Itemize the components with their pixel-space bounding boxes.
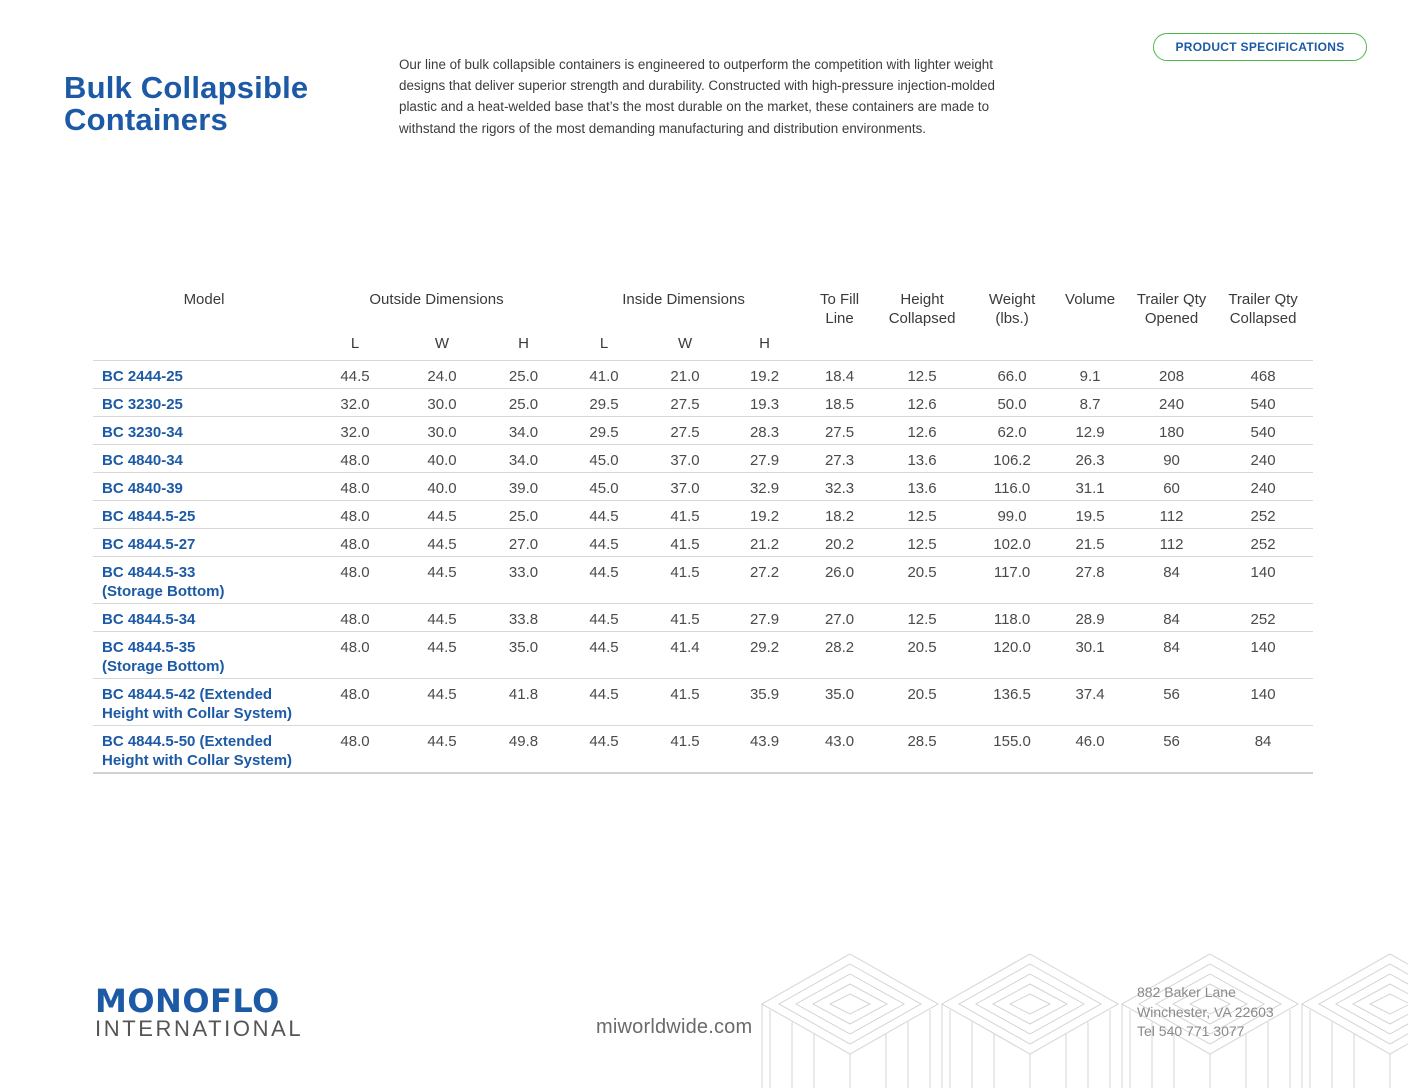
cell-volume: 8.7: [1050, 389, 1130, 417]
col-header-line: Height: [900, 291, 944, 308]
cell-trailer-qty-opened: 84: [1130, 557, 1213, 604]
pattern-diamond: [762, 954, 938, 1054]
cell-trailer-qty-collapsed: 540: [1213, 417, 1313, 445]
cell-weight: 106.2: [974, 445, 1050, 473]
cell-weight: 66.0: [974, 361, 1050, 389]
cell-to-fill-line: 20.2: [809, 529, 870, 557]
cell-inside-w: 41.5: [650, 679, 720, 726]
pattern-diamond: [942, 954, 1118, 1054]
cell-outside-l: 48.0: [315, 557, 395, 604]
cell-outside-h: 49.8: [489, 726, 558, 774]
subheader-blank: [974, 334, 1050, 361]
cell-weight: 155.0: [974, 726, 1050, 774]
cell-outside-h: 33.0: [489, 557, 558, 604]
cell-weight: 117.0: [974, 557, 1050, 604]
subheader-blank: [870, 334, 974, 361]
cell-outside-l: 48.0: [315, 726, 395, 774]
cell-inside-h: 27.9: [720, 604, 809, 632]
cell-volume: 19.5: [1050, 501, 1130, 529]
cell-outside-w: 44.5: [395, 501, 489, 529]
cell-outside-l: 48.0: [315, 473, 395, 501]
model-cell: [93, 473, 315, 501]
cell-outside-h: 33.8: [489, 604, 558, 632]
subheader-outside-l: L: [315, 334, 395, 361]
cell-inside-w: 27.5: [650, 417, 720, 445]
cell-to-fill-line: 28.2: [809, 632, 870, 679]
table-row: [93, 389, 1313, 417]
cell-outside-w: 30.0: [395, 389, 489, 417]
col-header-line: Line: [825, 310, 854, 327]
pattern-diamond: [959, 964, 1101, 1044]
cell-outside-w: 40.0: [395, 445, 489, 473]
model-cell: [93, 361, 315, 389]
cell-inside-h: 21.2: [720, 529, 809, 557]
cell-height-collapsed: 12.5: [870, 361, 974, 389]
col-header-line: To Fill: [819, 291, 860, 308]
cell-height-collapsed: 28.5: [870, 726, 974, 774]
cell-outside-w: 44.5: [395, 632, 489, 679]
cell-outside-l: 48.0: [315, 679, 395, 726]
cell-height-collapsed: 12.5: [870, 501, 974, 529]
subheader-blank: [1050, 334, 1130, 361]
col-header-model: Model: [183, 291, 225, 308]
pattern-diamond: [779, 964, 921, 1044]
cell-outside-l: 48.0: [315, 604, 395, 632]
cell-outside-l: 48.0: [315, 501, 395, 529]
cell-outside-h: 25.0: [489, 501, 558, 529]
cell-weight: 118.0: [974, 604, 1050, 632]
intro-paragraph: Our line of bulk collapsible containers is engineered to outperform the competition with lighter weight designs that deliver superior strength and durability. Constructed with high-pressure injection-molded plastic and a heat-welded base that’s the most durable on the market, these containers are made to withstand the rigors of the most demanding manufacturing and distribution environments.: [399, 57, 995, 136]
model-name-line: BC 4844.5-33: [102, 564, 196, 581]
cell-inside-h: 19.2: [720, 361, 809, 389]
subheader-inside-w: W: [650, 334, 720, 361]
cell-weight: 62.0: [974, 417, 1050, 445]
subheader-blank: [809, 334, 870, 361]
cell-trailer-qty-collapsed: 140: [1213, 679, 1313, 726]
cell-trailer-qty-opened: 60: [1130, 473, 1213, 501]
model-name-line: BC 4844.5-25: [102, 508, 196, 525]
col-header-line: Opened: [1144, 310, 1199, 327]
cell-weight: 102.0: [974, 529, 1050, 557]
cell-weight: 99.0: [974, 501, 1050, 529]
model-cell: [93, 389, 315, 417]
cell-height-collapsed: 12.5: [870, 604, 974, 632]
cell-weight: 120.0: [974, 632, 1050, 679]
cell-volume: 37.4: [1050, 679, 1130, 726]
cell-trailer-qty-opened: 56: [1130, 726, 1213, 774]
cell-volume: 9.1: [1050, 361, 1130, 389]
cell-height-collapsed: 12.5: [870, 529, 974, 557]
cell-trailer-qty-collapsed: 240: [1213, 445, 1313, 473]
model-name-line: BC 4844.5-34: [102, 611, 196, 628]
cell-inside-w: 21.0: [650, 361, 720, 389]
address-city: Winchester, VA 22603: [1137, 1003, 1274, 1020]
col-header-height-collapsed: [870, 288, 974, 334]
cell-outside-w: 30.0: [395, 417, 489, 445]
col-header-to-fill-line: [809, 288, 870, 334]
cell-inside-h: 35.9: [720, 679, 809, 726]
cell-height-collapsed: 12.6: [870, 417, 974, 445]
cell-inside-w: 41.4: [650, 632, 720, 679]
table-row: [93, 726, 1313, 774]
pattern-diamond: [1010, 994, 1050, 1014]
logo-wordmark: MONOFLO: [95, 982, 280, 1020]
cell-volume: 30.1: [1050, 632, 1130, 679]
cell-outside-h: 34.0: [489, 445, 558, 473]
subheader-blank: [93, 334, 315, 361]
cell-height-collapsed: 20.5: [870, 632, 974, 679]
cell-inside-h: 19.2: [720, 501, 809, 529]
cell-inside-w: 41.5: [650, 726, 720, 774]
subheader-blank: [1213, 334, 1313, 361]
pattern-diamond: [830, 994, 870, 1014]
cell-inside-l: 44.5: [558, 632, 650, 679]
cell-trailer-qty-opened: 84: [1130, 632, 1213, 679]
col-header-line: Collapsed: [1229, 310, 1297, 327]
col-header-inside-dimensions: Inside Dimensions: [622, 291, 745, 308]
cell-inside-h: 27.9: [720, 445, 809, 473]
col-header-outside-dimensions: Outside Dimensions: [369, 291, 504, 308]
cell-inside-h: 27.2: [720, 557, 809, 604]
cell-trailer-qty-collapsed: 252: [1213, 604, 1313, 632]
cell-inside-h: 28.3: [720, 417, 809, 445]
spec-table-body: [93, 361, 1313, 774]
table-row: [93, 557, 1313, 604]
cell-outside-l: 32.0: [315, 389, 395, 417]
pattern-diamond: [993, 984, 1067, 1024]
dimension-subheader-row: [93, 334, 1313, 361]
model-name-line: BC 2444-25: [102, 368, 183, 385]
model-cell: [93, 632, 315, 679]
monoflo-logo: [95, 982, 335, 1041]
cell-trailer-qty-collapsed: 140: [1213, 632, 1313, 679]
pattern-diamond: [1370, 994, 1408, 1014]
cell-trailer-qty-opened: 90: [1130, 445, 1213, 473]
cell-inside-l: 44.5: [558, 529, 650, 557]
address-street: 882 Baker Lane: [1137, 984, 1236, 1000]
subheader-inside-l: L: [558, 334, 650, 361]
cell-outside-w: 44.5: [395, 679, 489, 726]
cell-outside-l: 32.0: [315, 417, 395, 445]
cell-trailer-qty-collapsed: 240: [1213, 473, 1313, 501]
cell-outside-h: 41.8: [489, 679, 558, 726]
page-title-line-1: Bulk Collapsible: [64, 70, 309, 105]
product-specifications-badge: PRODUCT SPECIFICATIONS: [1153, 33, 1367, 61]
col-header-line: (lbs.): [995, 310, 1029, 327]
model-name-line: Height with Collar System): [102, 752, 293, 769]
cell-trailer-qty-collapsed: 140: [1213, 557, 1313, 604]
col-header-weight: [974, 288, 1050, 334]
col-header-line: Trailer Qty: [1136, 291, 1207, 308]
model-name-line: BC 4844.5-27: [102, 536, 196, 553]
cell-inside-w: 37.0: [650, 473, 720, 501]
cube-pattern-decoration: [760, 950, 1408, 1088]
cell-trailer-qty-collapsed: 540: [1213, 389, 1313, 417]
cell-trailer-qty-collapsed: 252: [1213, 501, 1313, 529]
cell-trailer-qty-opened: 112: [1130, 501, 1213, 529]
cell-volume: 46.0: [1050, 726, 1130, 774]
cell-trailer-qty-collapsed: 252: [1213, 529, 1313, 557]
model-cell: [93, 557, 315, 604]
cell-to-fill-line: 43.0: [809, 726, 870, 774]
subheader-outside-h: H: [489, 334, 558, 361]
cell-height-collapsed: 20.5: [870, 679, 974, 726]
cell-inside-w: 41.5: [650, 501, 720, 529]
cell-trailer-qty-opened: 180: [1130, 417, 1213, 445]
model-name-line: BC 4844.5-42 (Extended: [102, 686, 273, 703]
col-header-line: Trailer Qty: [1228, 291, 1298, 308]
subheader-inside-h: H: [720, 334, 809, 361]
table-row: [93, 632, 1313, 679]
cell-outside-w: 40.0: [395, 473, 489, 501]
cell-outside-l: 48.0: [315, 632, 395, 679]
model-cell: [93, 679, 315, 726]
cell-inside-w: 41.5: [650, 557, 720, 604]
model-cell: [93, 529, 315, 557]
header-row: [93, 288, 1313, 334]
cell-trailer-qty-collapsed: 84: [1213, 726, 1313, 774]
table-row: [93, 473, 1313, 501]
cell-trailer-qty-opened: 208: [1130, 361, 1213, 389]
cell-inside-h: 19.3: [720, 389, 809, 417]
cell-inside-h: 29.2: [720, 632, 809, 679]
cell-height-collapsed: 13.6: [870, 445, 974, 473]
cell-inside-w: 41.5: [650, 604, 720, 632]
model-name-line: Height with Collar System): [102, 705, 293, 722]
col-header-trailer-qty-opened: [1130, 288, 1213, 334]
cell-inside-l: 45.0: [558, 473, 650, 501]
model-cell: [93, 417, 315, 445]
cell-to-fill-line: 32.3: [809, 473, 870, 501]
cell-to-fill-line: 18.5: [809, 389, 870, 417]
model-name-line: (Storage Bottom): [102, 658, 225, 675]
cell-outside-l: 44.5: [315, 361, 395, 389]
model-name-line: BC 3230-34: [102, 424, 183, 441]
cell-inside-l: 29.5: [558, 389, 650, 417]
cell-inside-l: 29.5: [558, 417, 650, 445]
model-name-line: BC 4840-39: [102, 480, 183, 497]
cell-inside-l: 41.0: [558, 361, 650, 389]
website-link[interactable]: miworldwide.com: [596, 1016, 753, 1038]
col-header-trailer-qty-collapsed: [1213, 288, 1313, 334]
cell-to-fill-line: 27.5: [809, 417, 870, 445]
cell-trailer-qty-opened: 240: [1130, 389, 1213, 417]
cell-outside-h: 34.0: [489, 417, 558, 445]
pattern-diamond: [1302, 954, 1408, 1054]
col-header-line: Collapsed: [888, 310, 956, 327]
cell-inside-l: 44.5: [558, 557, 650, 604]
cell-outside-w: 44.5: [395, 604, 489, 632]
table-row: [93, 445, 1313, 473]
cell-height-collapsed: 13.6: [870, 473, 974, 501]
cell-volume: 28.9: [1050, 604, 1130, 632]
cell-to-fill-line: 18.4: [809, 361, 870, 389]
table-row: [93, 679, 1313, 726]
cell-outside-h: 25.0: [489, 361, 558, 389]
cell-outside-w: 44.5: [395, 529, 489, 557]
logo-subtitle: INTERNATIONAL: [95, 1016, 304, 1041]
cell-inside-w: 41.5: [650, 529, 720, 557]
model-name-line: BC 4844.5-35: [102, 639, 196, 656]
cell-volume: 26.3: [1050, 445, 1130, 473]
cell-outside-w: 24.0: [395, 361, 489, 389]
cell-to-fill-line: 35.0: [809, 679, 870, 726]
cell-inside-w: 27.5: [650, 389, 720, 417]
table-row: [93, 501, 1313, 529]
table-row: [93, 529, 1313, 557]
subheader-blank: [1130, 334, 1213, 361]
cell-height-collapsed: 20.5: [870, 557, 974, 604]
cell-weight: 136.5: [974, 679, 1050, 726]
cell-inside-l: 44.5: [558, 726, 650, 774]
pattern-diamond: [813, 984, 887, 1024]
cell-outside-w: 44.5: [395, 726, 489, 774]
cell-inside-l: 45.0: [558, 445, 650, 473]
model-name-line: BC 4844.5-50 (Extended: [102, 733, 273, 750]
pattern-diamond: [1336, 974, 1408, 1034]
cell-outside-w: 44.5: [395, 557, 489, 604]
table-row: [93, 417, 1313, 445]
cell-volume: 12.9: [1050, 417, 1130, 445]
model-name-line: BC 4840-34: [102, 452, 183, 469]
cell-inside-l: 44.5: [558, 604, 650, 632]
cell-outside-h: 25.0: [489, 389, 558, 417]
cell-inside-w: 37.0: [650, 445, 720, 473]
cell-outside-l: 48.0: [315, 529, 395, 557]
page-title-line-2: Containers: [64, 102, 228, 137]
model-name-line: (Storage Bottom): [102, 583, 225, 600]
cell-to-fill-line: 18.2: [809, 501, 870, 529]
address-phone: Tel 540 771 3077: [1137, 1023, 1245, 1039]
cell-to-fill-line: 26.0: [809, 557, 870, 604]
cell-outside-h: 35.0: [489, 632, 558, 679]
cell-trailer-qty-opened: 56: [1130, 679, 1213, 726]
cell-volume: 31.1: [1050, 473, 1130, 501]
cell-to-fill-line: 27.3: [809, 445, 870, 473]
cell-volume: 27.8: [1050, 557, 1130, 604]
cell-inside-l: 44.5: [558, 501, 650, 529]
cell-trailer-qty-opened: 84: [1130, 604, 1213, 632]
subheader-outside-w: W: [395, 334, 489, 361]
table-row: [93, 604, 1313, 632]
cell-inside-l: 44.5: [558, 679, 650, 726]
cell-weight: 116.0: [974, 473, 1050, 501]
cell-trailer-qty-opened: 112: [1130, 529, 1213, 557]
cell-weight: 50.0: [974, 389, 1050, 417]
cell-outside-l: 48.0: [315, 445, 395, 473]
col-header-line: Weight: [988, 291, 1036, 308]
cell-to-fill-line: 27.0: [809, 604, 870, 632]
cell-inside-h: 43.9: [720, 726, 809, 774]
spec-table: [93, 288, 1313, 774]
cell-volume: 21.5: [1050, 529, 1130, 557]
col-header-volume: Volume: [1065, 291, 1116, 308]
cell-outside-h: 27.0: [489, 529, 558, 557]
model-cell: [93, 445, 315, 473]
cell-inside-h: 32.9: [720, 473, 809, 501]
model-cell: [93, 726, 315, 774]
cell-height-collapsed: 12.6: [870, 389, 974, 417]
company-address: [1137, 983, 1274, 1042]
table-row: [93, 361, 1313, 389]
model-cell: [93, 604, 315, 632]
cell-trailer-qty-collapsed: 468: [1213, 361, 1313, 389]
page-title: [64, 72, 308, 136]
model-cell: [93, 501, 315, 529]
model-name-line: BC 3230-25: [102, 396, 183, 413]
cell-outside-h: 39.0: [489, 473, 558, 501]
